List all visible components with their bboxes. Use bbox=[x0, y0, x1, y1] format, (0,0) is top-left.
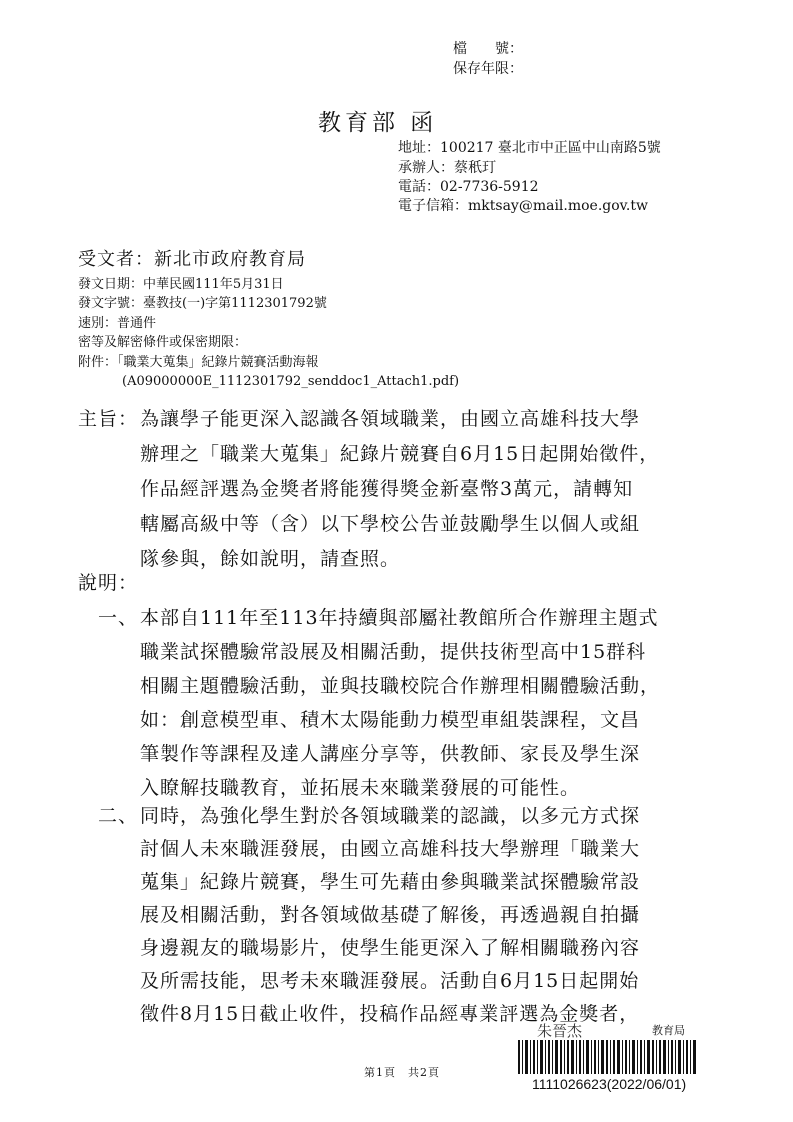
item-number: 一、 bbox=[98, 607, 139, 629]
issue-date: 發文日期：中華民國111年5月31日 bbox=[78, 277, 284, 292]
page-number: 第1頁 共2頁 bbox=[364, 1066, 440, 1079]
attachment-file[interactable]: (A09000000E_1112301792_senddoc1_Attach1.pdf) bbox=[122, 374, 460, 389]
subject-line: 作品經評選為金獎者將能獲得獎金新臺幣3萬元，請轉知 bbox=[140, 478, 634, 500]
attachment-title: 附件：「職業大蒐集」紀錄片競賽活動海報 bbox=[78, 355, 319, 370]
subject-line: 隊參與，餘如說明，請查照。 bbox=[140, 548, 401, 570]
item-line: 如：創意模型車、積木太陽能動力模型車組裝課程，文昌 bbox=[140, 709, 641, 731]
item-line: 同時，為強化學生對於各領域職業的認識，以多元方式探 bbox=[140, 805, 641, 827]
item-line: 入瞭解技職教育，並拓展未來職業發展的可能性。 bbox=[140, 777, 581, 799]
sender-phone: 電話：02-7736-5912 bbox=[398, 179, 539, 195]
barcode-number: 1111026623(2022/06/01) bbox=[532, 1076, 687, 1092]
stamp-org: 教育局 bbox=[652, 1024, 685, 1037]
item-line: 討個人未來職涯發展，由國立高雄科技大學辦理「職業大 bbox=[140, 838, 641, 860]
item-line: 及所需技能，思考未來職涯發展。活動自6月15日起開始 bbox=[140, 970, 640, 992]
secrecy-level: 密等及解密條件或保密期限： bbox=[78, 335, 248, 350]
document-number: 發文字號：臺教技(一)字第1112301792號 bbox=[78, 296, 327, 311]
subject-line: 為讓學子能更深入認識各領域職業，由國立高雄科技大學 bbox=[140, 408, 641, 430]
document-title: 教育部 函 bbox=[318, 110, 438, 136]
item-line: 相關主題體驗活動，並與技職校院合作辦理相關體驗活動， bbox=[140, 675, 661, 697]
item-number: 二、 bbox=[98, 805, 139, 827]
sender-email: 電子信箱：mktsay@mail.moe.gov.tw bbox=[398, 198, 648, 214]
subject-line: 轄屬高級中等（含）以下學校公告並鼓勵學生以個人或組 bbox=[140, 513, 641, 535]
retention-period-label: 保存年限： bbox=[453, 61, 523, 77]
item-line: 本部自111年至113年持續與部屬社教館所合作辦理主題式 bbox=[140, 607, 659, 629]
item-line: 身邊親友的職場影片，使學生能更深入了解相關職務內容 bbox=[140, 937, 641, 959]
item-line: 蒐集」紀錄片競賽，學生可先藉由參與職業試探體驗常設 bbox=[140, 871, 641, 893]
file-number-label: 檔 號： bbox=[453, 41, 523, 57]
sender-handler: 承辦人：蔡秖玎 bbox=[398, 160, 496, 176]
subject-label: 主旨： bbox=[78, 408, 139, 430]
item-line: 筆製作等課程及達人講座分享等，供教師、家長及學生深 bbox=[140, 743, 641, 765]
item-line: 職業試探體驗常設展及相關活動，提供技術型高中15群科 bbox=[140, 641, 647, 663]
stamp-name: 朱晉杰 bbox=[537, 1022, 583, 1040]
barcode-icon bbox=[518, 1040, 698, 1074]
recipient: 受文者：新北市政府教育局 bbox=[78, 249, 306, 270]
item-line: 展及相關活動，對各領域做基礎了解後，再透過親自拍攝 bbox=[140, 904, 641, 926]
delivery-speed: 速別：普通件 bbox=[78, 316, 157, 331]
subject-line: 辦理之「職業大蒐集」紀錄片競賽自6月15日起開始徵件， bbox=[140, 443, 660, 465]
explanation-label: 說明： bbox=[78, 572, 139, 594]
sender-address: 地址：100217 臺北市中正區中山南路5號 bbox=[398, 140, 661, 156]
item-line: 徵件8月15日截止收件，投稿作品經專業評選為金獎者， bbox=[140, 1003, 640, 1025]
